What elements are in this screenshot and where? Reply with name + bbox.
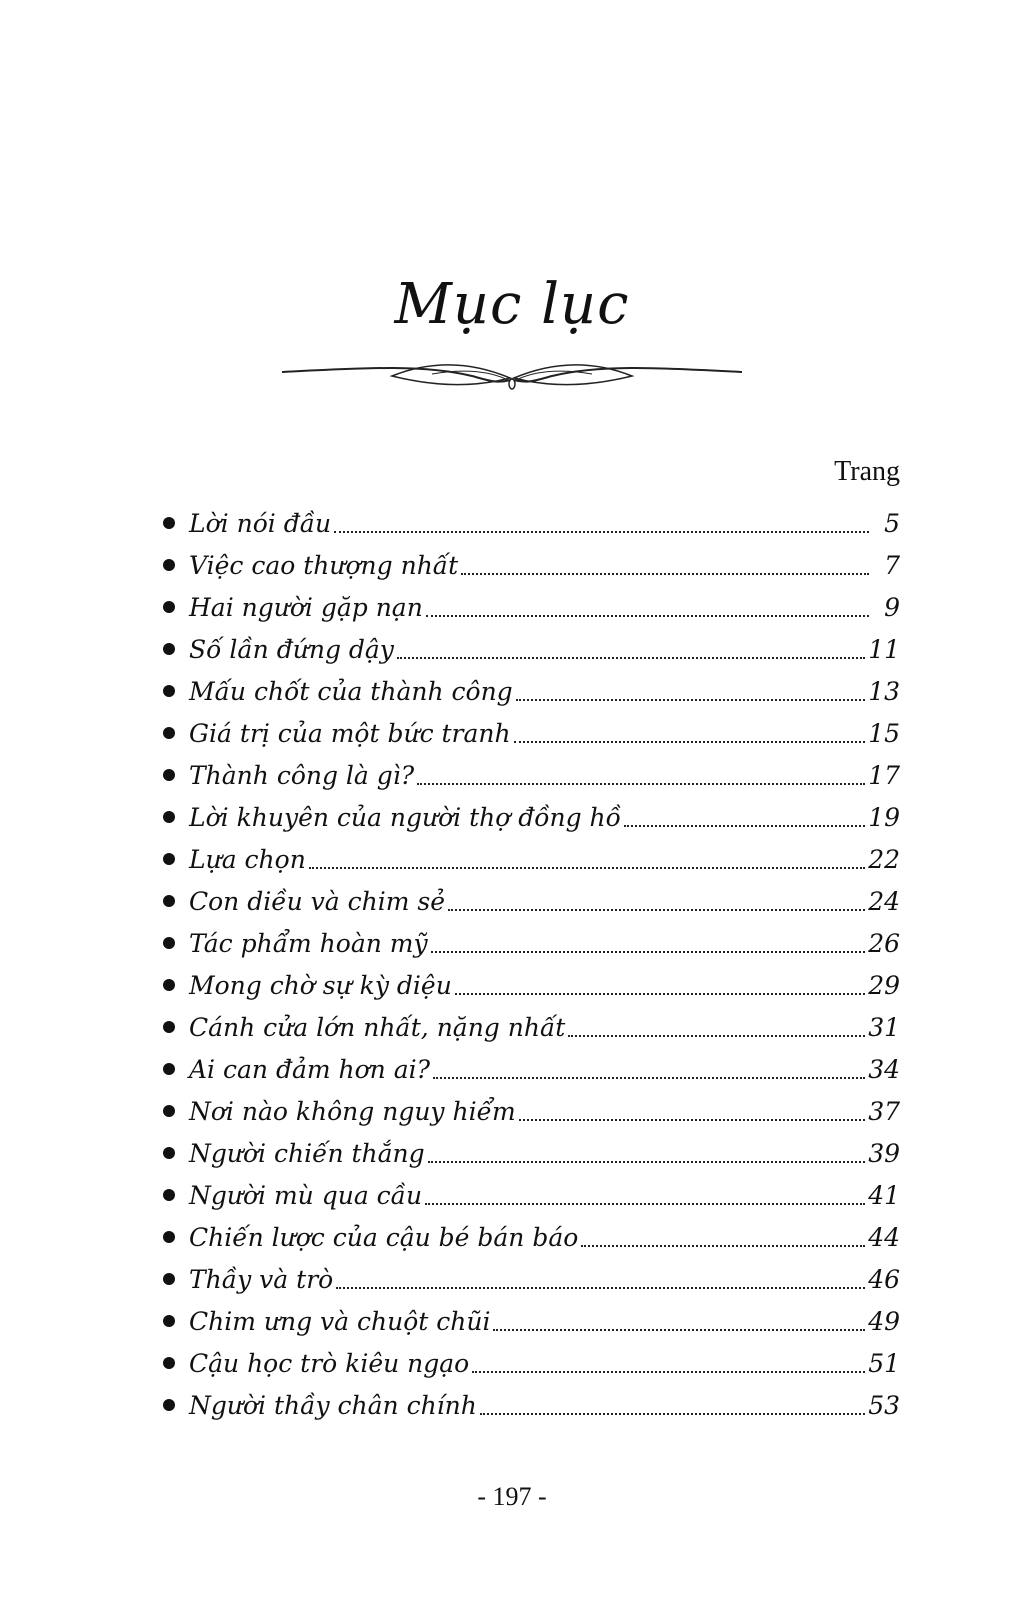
toc-entry-page: 24: [868, 886, 900, 916]
toc-entry-page: 22: [868, 844, 900, 874]
toc-entry: [163, 628, 900, 670]
toc-entry: [163, 712, 900, 754]
dot-leader: [425, 1203, 865, 1205]
toc-entry-title: Người mù qua cầu: [189, 1180, 423, 1210]
toc-entry-page: 41: [868, 1180, 900, 1210]
toc-entry-page: 44: [868, 1222, 900, 1252]
toc-entry: [163, 502, 900, 544]
dot-leader: [417, 783, 865, 785]
toc-entry-page: 31: [868, 1012, 900, 1042]
toc-entry: [163, 838, 900, 880]
dot-leader: [397, 657, 865, 659]
toc-entry: [163, 964, 900, 1006]
bullet-icon: [163, 601, 175, 613]
toc-entry-page: 7: [884, 550, 900, 580]
bullet-icon: [163, 1063, 175, 1075]
toc-entry-page: 19: [868, 802, 900, 832]
bullet-icon: [163, 811, 175, 823]
toc-entry-title: Cậu học trò kiêu ngạo: [189, 1348, 470, 1378]
bullet-icon: [163, 559, 175, 571]
dot-leader: [581, 1245, 865, 1247]
dot-leader: [433, 1077, 865, 1079]
bullet-icon: [163, 1273, 175, 1285]
toc-entry: [163, 1342, 900, 1384]
toc-entry: [163, 1048, 900, 1090]
toc-entry-page: 29: [868, 970, 900, 1000]
toc-entry-title: Mong chờ sự kỳ diệu: [189, 970, 452, 1000]
toc-entry: [163, 586, 900, 628]
bullet-icon: [163, 1189, 175, 1201]
dot-leader: [426, 615, 869, 617]
toc-entry: [163, 670, 900, 712]
bullet-icon: [163, 643, 175, 655]
toc-entry-title: Cánh cửa lớn nhất, nặng nhất: [189, 1012, 566, 1042]
bullet-icon: [163, 685, 175, 697]
toc-entry-page: 17: [868, 760, 900, 790]
dot-leader: [431, 951, 866, 953]
dot-leader: [519, 1119, 866, 1121]
toc-entry: [163, 1090, 900, 1132]
toc-entry-page: 26: [868, 928, 900, 958]
toc-entry: [163, 796, 900, 838]
toc-entry-page: 11: [868, 634, 900, 664]
toc-entry: [163, 544, 900, 586]
toc-entry-title: Chiến lược của cậu bé bán báo: [189, 1222, 579, 1252]
bullet-icon: [163, 1105, 175, 1117]
dot-leader: [455, 993, 865, 995]
toc-entry-title: Chim ưng và chuột chũi: [189, 1306, 491, 1336]
bullet-icon: [163, 1357, 175, 1369]
toc-entry-page: 5: [884, 508, 900, 538]
toc-entry-page: 51: [868, 1348, 900, 1378]
toc-entry-title: Số lần đứng dậy: [189, 634, 394, 664]
toc-entry-title: Lựa chọn: [189, 844, 306, 874]
dot-leader: [428, 1161, 866, 1163]
toc-entry-title: Giá trị của một bức tranh: [189, 718, 511, 748]
toc-entry-title: Lời nói đầu: [189, 508, 332, 538]
toc-entry-title: Việc cao thượng nhất: [189, 550, 459, 580]
toc-entry-page: 15: [868, 718, 900, 748]
bullet-icon: [163, 1021, 175, 1033]
toc-entry-page: 13: [868, 676, 900, 706]
flourish-ornament-icon: [282, 358, 742, 398]
toc-entry: [163, 880, 900, 922]
toc-entry: [163, 1384, 900, 1426]
dot-leader: [336, 1287, 865, 1289]
toc-entry: [163, 1216, 900, 1258]
bullet-icon: [163, 1315, 175, 1327]
bullet-icon: [163, 937, 175, 949]
page-column-header: Trang: [834, 456, 900, 487]
dot-leader: [514, 741, 866, 743]
toc-entry: [163, 922, 900, 964]
bullet-icon: [163, 979, 175, 991]
dot-leader: [493, 1329, 865, 1331]
toc-entry-page: 34: [868, 1054, 900, 1084]
page-title: Mục lục: [394, 272, 630, 337]
toc-entry-page: 37: [868, 1096, 900, 1126]
dot-leader: [480, 1413, 865, 1415]
toc-entry-page: 9: [884, 592, 900, 622]
toc-entry-title: Người chiến thắng: [189, 1138, 425, 1168]
dot-leader: [624, 825, 865, 827]
dot-leader: [334, 531, 869, 533]
bullet-icon: [163, 895, 175, 907]
bullet-icon: [163, 727, 175, 739]
toc-entry-title: Lời khuyên của người thợ đồng hồ: [189, 802, 621, 832]
toc-entry-title: Thầy và trò: [189, 1264, 334, 1294]
toc-entry-title: Ai can đảm hơn ai?: [189, 1054, 431, 1084]
toc-entry-page: 39: [868, 1138, 900, 1168]
bullet-icon: [163, 769, 175, 781]
dot-leader: [472, 1371, 865, 1373]
table-of-contents: [163, 502, 900, 1426]
toc-entry-page: 53: [868, 1390, 900, 1420]
toc-entry-title: Hai người gặp nạn: [189, 592, 423, 622]
dot-leader: [568, 1035, 865, 1037]
toc-entry-title: Con diều và chim sẻ: [189, 886, 446, 916]
toc-entry: [163, 1258, 900, 1300]
toc-entry: [163, 1132, 900, 1174]
toc-entry-title: Mấu chốt của thành công: [189, 676, 513, 706]
dot-leader: [309, 867, 865, 869]
bullet-icon: [163, 1147, 175, 1159]
dot-leader: [461, 573, 869, 575]
toc-entry-page: 49: [868, 1306, 900, 1336]
toc-entry: [163, 754, 900, 796]
toc-entry: [163, 1174, 900, 1216]
bullet-icon: [163, 1231, 175, 1243]
page-number: - 197 -: [477, 1482, 547, 1511]
toc-entry-title: Nơi nào không nguy hiểm: [189, 1096, 516, 1126]
toc-entry: [163, 1300, 900, 1342]
bullet-icon: [163, 517, 175, 529]
toc-entry: [163, 1006, 900, 1048]
toc-entry-title: Người thầy chân chính: [189, 1390, 477, 1420]
dot-leader: [448, 909, 865, 911]
toc-entry-title: Tác phẩm hoàn mỹ: [189, 928, 428, 958]
toc-entry-title: Thành công là gì?: [189, 760, 415, 790]
toc-entry-page: 46: [868, 1264, 900, 1294]
bullet-icon: [163, 1399, 175, 1411]
dot-leader: [516, 699, 866, 701]
bullet-icon: [163, 853, 175, 865]
